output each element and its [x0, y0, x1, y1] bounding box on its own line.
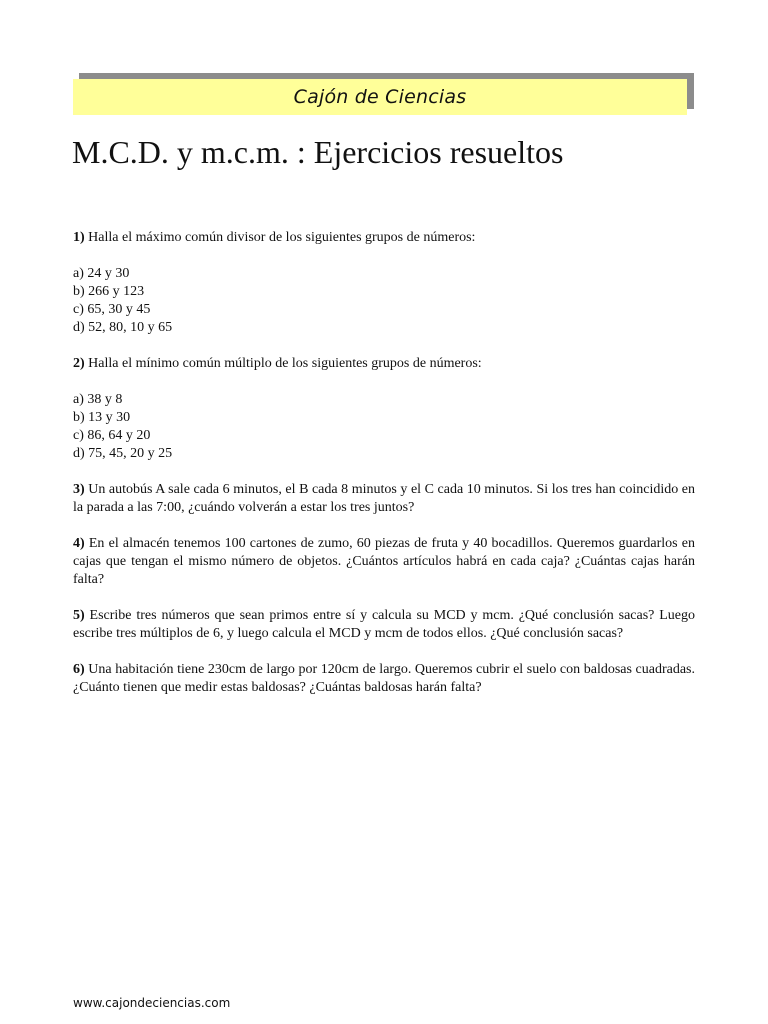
list-item: d) 75, 45, 20 y 25 [73, 446, 173, 461]
list-item: a) 24 y 30 [73, 266, 130, 281]
list-item: c) 86, 64 y 20 [73, 428, 151, 443]
exercise-1-number: 1) [73, 230, 85, 245]
problem-3-text: Un autobús A sale cada 6 minutos, el B cada 8 minutos y el C cada 10 minutos. Si los tres han coincidido en la parada a las 7:00, ¿cuándo volverán a estar los tres juntos? [73, 482, 696, 515]
header-box [73, 79, 687, 115]
list-item: c) 65, 30 y 45 [73, 302, 151, 317]
list-item: a) 38 y 8 [73, 392, 123, 407]
header-title: Cajón de Ciencias [293, 86, 467, 108]
problem-4-number: 4) [73, 536, 85, 551]
exercise-content [73, 229, 695, 715]
problem-4 [73, 535, 695, 589]
list-item: b) 266 y 123 [73, 284, 145, 299]
problem-6-text: Una habitación tiene 230cm de largo por 120cm de largo. Queremos cubrir el suelo con baldosas cuadradas. ¿Cuánto tienen que medir estas baldosas? ¿Cuántas baldosas harán falta? [73, 662, 696, 695]
list-item: d) 52, 80, 10 y 65 [73, 320, 173, 335]
exercise-2-items [73, 391, 695, 463]
problem-3 [73, 481, 695, 517]
problem-3-number: 3) [73, 482, 85, 497]
exercise-2-text: Halla el mínimo común múltiplo de los siguientes grupos de números: [88, 356, 482, 371]
problem-5 [73, 607, 695, 643]
exercise-2-statement [73, 355, 695, 373]
problem-6 [73, 661, 695, 697]
problem-4-text: En el almacén tenemos 100 cartones de zumo, 60 piezas de fruta y 40 bocadillos. Queremos guardarlos en cajas que tengan el mismo número de objetos. ¿Cuántos artículos habrá en cada caja? ¿Cuántas cajas harán falta? [73, 536, 696, 587]
header-banner [73, 73, 694, 115]
problem-6-number: 6) [73, 662, 85, 677]
exercise-1-text: Halla el máximo común divisor de los siguientes grupos de números: [88, 230, 476, 245]
exercise-1-statement [73, 229, 695, 247]
problem-5-number: 5) [73, 608, 85, 623]
page-title: M.C.D. y m.c.m. : Ejercicios resueltos [72, 134, 564, 170]
footer-url: www.cajondeciencias.com [73, 996, 231, 1010]
exercise-1-items [73, 265, 695, 337]
problem-5-text: Escribe tres números que sean primos entre sí y calcula su MCD y mcm. ¿Qué conclusión sacas? Luego escribe tres múltiplos de 6, y luego calcula el MCD y mcm de todos ellos. ¿Qué conclusión sacas? [73, 608, 695, 641]
exercise-2-number: 2) [73, 356, 85, 371]
list-item: b) 13 y 30 [73, 410, 131, 425]
